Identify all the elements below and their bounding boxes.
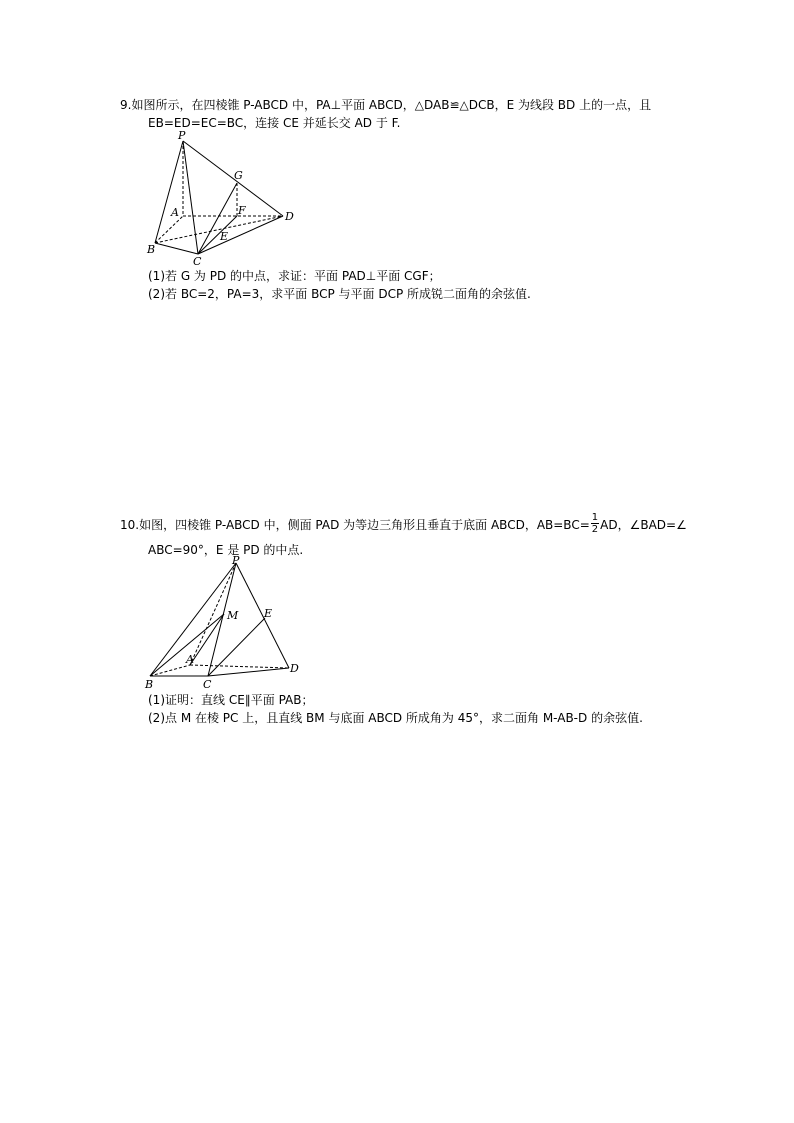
label-B: B <box>145 678 154 691</box>
label-P: P <box>178 130 186 142</box>
edge-CD <box>208 668 289 676</box>
label-D: D <box>285 210 294 223</box>
problem10-line2: ABC=90°，E 是 PD 的中点. <box>148 543 304 557</box>
problem9-q2: (2)若 BC=2，PA=3，求平面 BCP 与平面 DCP 所成锐二面角的余弦值. <box>148 287 531 301</box>
label-A: A <box>171 206 179 219</box>
fraction-one-half <box>591 512 599 535</box>
edge-CG <box>198 183 237 254</box>
label-A: A <box>186 653 194 666</box>
label-C: C <box>203 678 212 691</box>
problem9-line1: 9.如图所示，在四棱锥 P-ABCD 中，PA⊥平面 ABCD，△DAB≌△DCB，E 为线段 BD 上的一点，且 <box>120 98 652 112</box>
fraction-numerator: 1 <box>591 512 599 523</box>
edge-BD <box>155 216 283 243</box>
fraction-denominator: 2 <box>591 524 599 535</box>
edge-AD <box>190 665 289 668</box>
label-F: F <box>238 204 246 217</box>
problem10-figure <box>140 555 310 695</box>
label-C: C <box>193 255 202 268</box>
label-E: E <box>220 230 229 243</box>
edge-PD <box>236 563 289 668</box>
label-G: G <box>234 169 243 182</box>
edge-BC <box>155 243 198 254</box>
problem9-q1: (1)若 G 为 PD 的中点，求证：平面 PAD⊥平面 CGF； <box>148 269 441 283</box>
problem10-line1-a: 10.如图，四棱锥 P-ABCD 中，侧面 PAD 为等边三角形且垂直于底面 ABCD，AB=BC= <box>120 518 590 532</box>
problem10-line1 <box>120 514 687 537</box>
label-B: B <box>147 243 156 256</box>
edge-BM <box>150 614 224 676</box>
label-D: D <box>290 662 299 675</box>
label-M: M <box>227 609 239 622</box>
problem9-figure <box>140 130 310 270</box>
edge-PD <box>183 141 283 216</box>
edge-CD <box>198 216 283 254</box>
edge-CF <box>198 216 237 254</box>
edge-PB <box>155 141 183 243</box>
edge-AM <box>190 614 224 665</box>
problem9-line2: EB=ED=EC=BC，连接 CE 并延长交 AD 于 F. <box>148 116 401 130</box>
problem10-line1-b: AD，∠BAD=∠ <box>600 518 687 532</box>
problem10-q2: (2)点 M 在棱 PC 上，且直线 BM 与底面 ABCD 所成角为 45°，求二面角 M-AB-D 的余弦值. <box>148 711 643 725</box>
label-P: P <box>232 555 240 567</box>
label-E: E <box>264 607 273 620</box>
problem10-q1: (1)证明：直线 CE∥平面 PAB； <box>148 693 314 707</box>
